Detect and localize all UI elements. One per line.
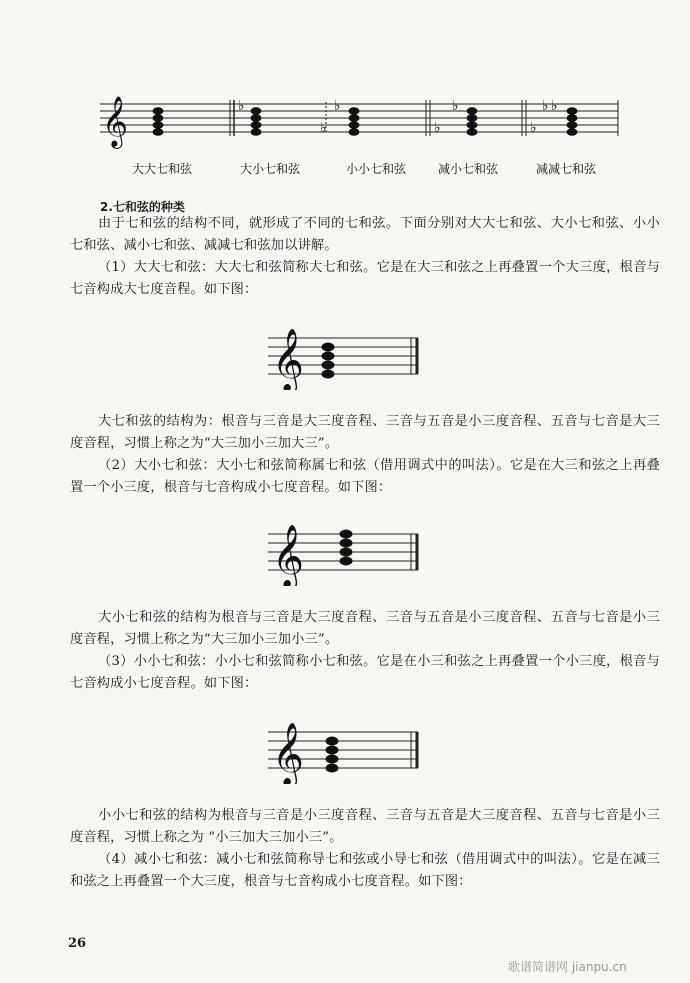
- flat-icon: ♭: [238, 98, 245, 114]
- paragraph-minor-minor-def: （3）小小七和弦：小小七和弦简称小七和弦。它是在小三和弦之上再叠置一个小三度，根音与七音构成小七度音程。如下图：: [70, 654, 660, 691]
- chord-label-diminished-diminished: 减减七和弦: [536, 162, 597, 176]
- flat-icon: ♭: [530, 120, 537, 136]
- treble-clef-icon: 𝄞: [272, 524, 304, 586]
- page-number: 26: [68, 936, 87, 951]
- flat-icon: ♭: [452, 98, 459, 114]
- paragraph-major-major-def: （1）大大七和弦：大大七和弦简称大七和弦。它是在大三和弦之上再叠置一个大三度，根音与七音构成大七度音程。如下图：: [70, 260, 660, 297]
- paragraph-minor-minor-structure: 小小七和弦的结构为根音与三音是小三度音程、三音与五音是大三度音程、五音与七音是小三度音程，习惯上称之为 “小三加大三加小三”。: [70, 808, 660, 845]
- chord-label-major-major: 大大七和弦: [132, 162, 193, 176]
- chord-label-diminished-minor: 减小七和弦: [438, 162, 499, 176]
- flat-icon: ♭: [334, 98, 341, 114]
- paragraph-diminished-minor-def: （4）减小七和弦：减小七和弦简称导七和弦或小导七和弦（借用调式中的叫法）。它是在减三和弦之上再叠置一个大三度，根音与七音构成小七度音程。如下图：: [70, 852, 660, 889]
- major-minor-seventh-staff: [268, 514, 428, 586]
- chord-notes: [322, 343, 335, 379]
- chord-types-staff: [100, 90, 630, 150]
- chord-label-minor-minor: 小小七和弦: [346, 162, 407, 176]
- paragraph-major-minor-structure: 大小七和弦的结构为根音与三音是大三度音程、三音与五音是小三度音程、五音与七音是小三度音程，习惯上称之为“大三加小三加小三”。: [70, 610, 660, 647]
- treble-clef-icon: 𝄞: [102, 96, 129, 147]
- paragraph-intro: 由于七和弦的结构不同，就形成了不同的七和弦。下面分别对大大七和弦、大小七和弦、小小七和弦、减小七和弦、减减七和弦加以讲解。: [70, 216, 660, 253]
- treble-clef-icon: 𝄞: [272, 328, 304, 390]
- chord-notes: [326, 737, 339, 773]
- major-major-seventh-staff: [268, 318, 428, 390]
- minor-minor-seventh-staff: [268, 712, 428, 784]
- treble-clef-icon: 𝄞: [272, 722, 304, 784]
- chord-label-major-minor: 大小七和弦: [240, 162, 301, 176]
- paragraph-major-major-structure: 大七和弦的结构为：根音与三音是大三度音程、三音与五音是小三度音程、五音与七音是大三度音程，习惯上称之为“大三加小三加大三”。: [70, 414, 660, 451]
- section-heading: 2.七和弦的种类: [100, 200, 185, 214]
- watermark: 歌谱简谱网 jianpu.cn: [508, 960, 627, 974]
- flat-icon: ♭: [551, 98, 558, 114]
- chord-notes: [340, 530, 353, 566]
- chord-major-major: [153, 107, 164, 136]
- flat-icon: ♭: [542, 98, 549, 114]
- paragraph-major-minor-def: （2）大小七和弦：大小七和弦简称属七和弦（借用调式中的叫法）。它是在大三和弦之上再叠置一个小三度，根音与七音构成小七度音程。如下图：: [70, 458, 660, 495]
- flat-icon: ♭: [434, 120, 441, 136]
- flat-icon: ♭: [320, 120, 327, 136]
